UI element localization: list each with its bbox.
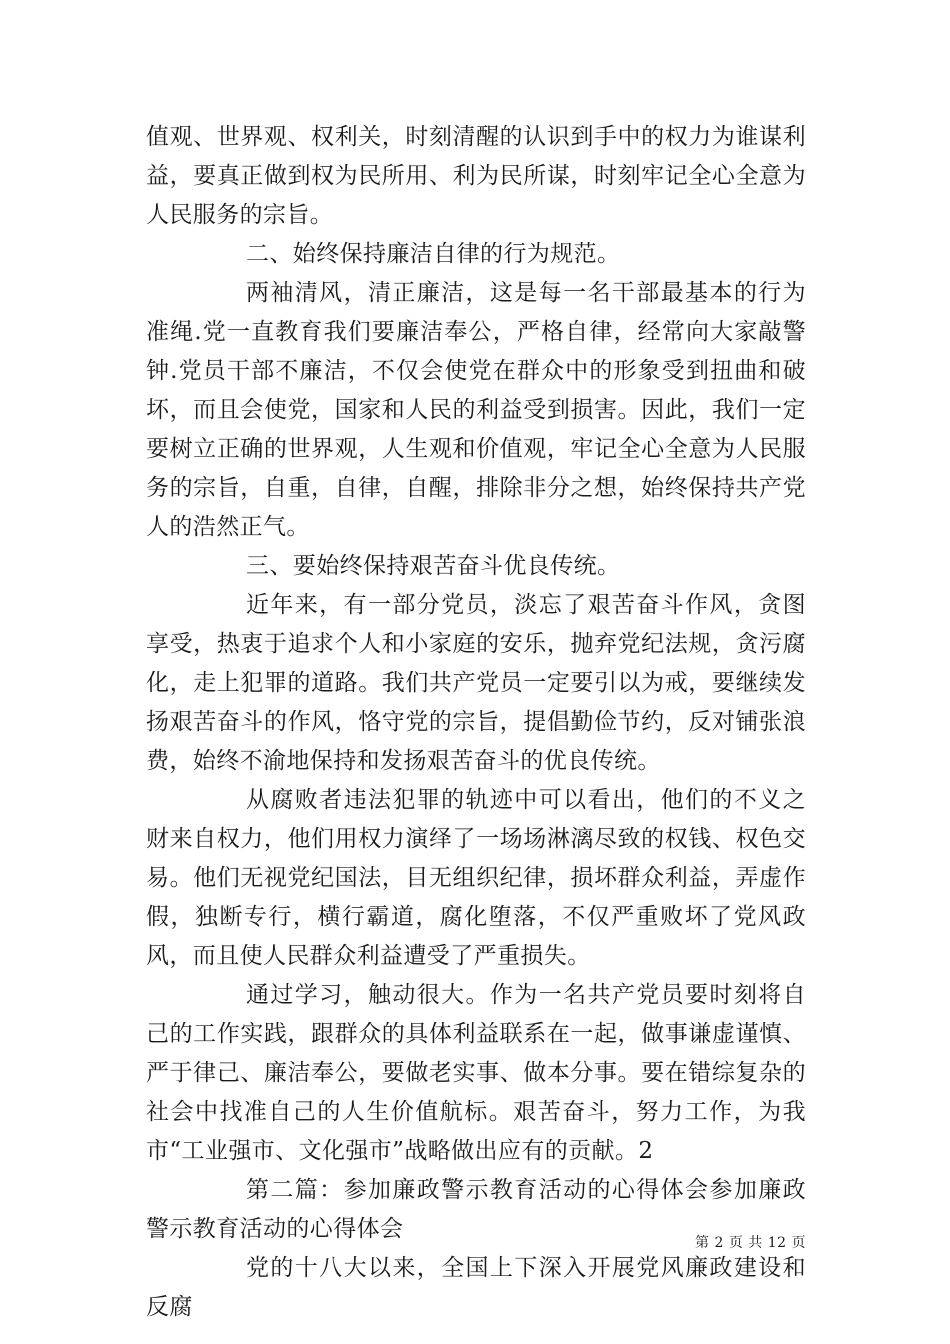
paragraph-continuation: 值观、世界观、权利关，时刻清醒的认识到手中的权力为谁谋利益，要真正做到权为民所用、利为民所谋，时刻牢记全心全意为人民服务的宗旨。 bbox=[146, 124, 806, 228]
paragraph-integrity: 两袖清风，清正廉洁，这是每一名干部最基本的行为准绳.党一直教育我们要廉洁奉公，严格自律，经常向大家敲警钟.党员干部不廉洁，不仅会使党在群众中的形象受到扭曲和破坏，而且会使党，国家和人民的利益受到损害。因此，我们一定要树立正确的世界观，人生观和价值观，牢记全心全意为人民服务的宗旨，自重，自律，自醒，排除非分之想，始终保持共产党人的浩然正气。 bbox=[146, 280, 806, 540]
document-body bbox=[146, 118, 806, 1327]
paragraph-corruption: 从腐败者违法犯罪的轨迹中可以看出，他们的不义之财来自权力，他们用权力演绎了一场场淋漓尽致的权钱、权色交易。他们无视党纪国法，目无组织纪律，损坏群众利益，弄虚作假，独断专行，横行霸道，腐化堕落，不仅严重败坏了党风政风，而且使人民群众利益遭受了严重损失。 bbox=[146, 787, 806, 969]
paragraph-opening: 党的十八大以来，全国上下深入开展党风廉政建设和反腐 bbox=[146, 1255, 806, 1320]
paragraph-reflection: 通过学习，触动很大。作为一名共产党员要时刻将自己的工作实践，跟群众的具体利益联系在一起，做事谦虚谨慎、严于律己、廉洁奉公，要做老实事、做本分事。要在错综复杂的社会中找准自己的人生价值航标。艰苦奋斗，努力工作，为我市“工业强市、文化强市”战略做出应有的贡献。2 bbox=[146, 982, 806, 1164]
paragraph-hard-work: 近年来，有一部分党员，淡忘了艰苦奋斗作风，贪图享受，热衷于追求个人和小家庭的安乐，抛弃党纪法规，贪污腐化，走上犯罪的道路。我们共产党员一定要引以为戒，要继续发扬艰苦奋斗的作风，恪守党的宗旨，提倡勤俭节约，反对铺张浪费，始终不渝地保持和发扬艰苦奋斗的优良传统。 bbox=[146, 592, 806, 774]
page-number: 第 2 页 共 12 页 bbox=[695, 1235, 806, 1251]
section-heading-2: 二、始终保持廉洁自律的行为规范。 bbox=[246, 241, 621, 267]
chapter-title-2: 第二篇：参加廉政警示教育活动的心得体会参加廉政警示教育活动的心得体会 bbox=[146, 1177, 806, 1242]
section-heading-3: 三、要始终保持艰苦奋斗优良传统。 bbox=[246, 553, 621, 579]
